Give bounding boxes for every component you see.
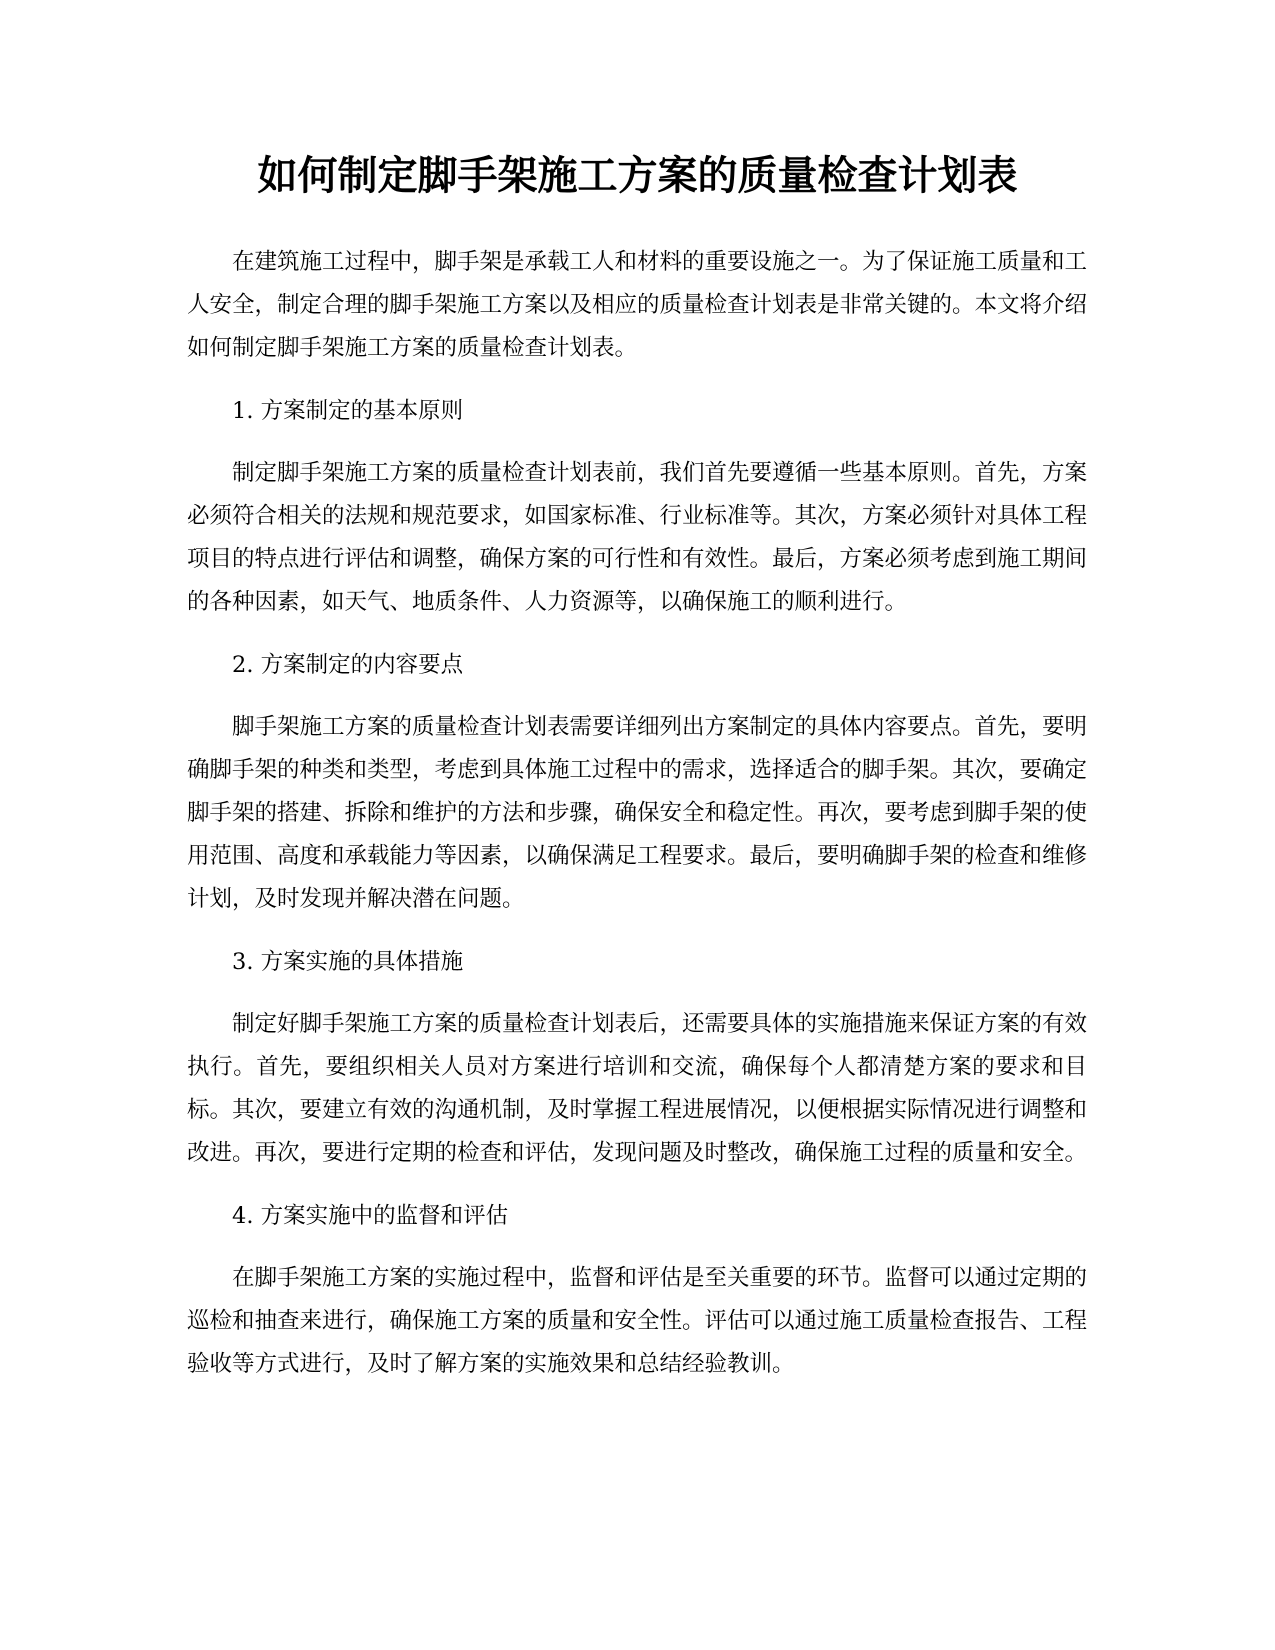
section-body-2: 脚手架施工方案的质量检查计划表需要详细列出方案制定的具体内容要点。首先，要明确脚手架的种类和类型，考虑到具体施工过程中的需求，选择适合的脚手架。其次，要确定脚手架的搭建、拆除和维护的方法和步骤，确保安全和稳定性。再次，要考虑到脚手架的使用范围、高度和承载能力等因素，以确保满足工程要求。最后，要明确脚手架的检查和维修计划，及时发现并解决潜在问题。 (187, 714, 1088, 912)
section-heading-2: 2. 方案制定的内容要点 (232, 652, 464, 678)
section-heading-4: 4. 方案实施中的监督和评估 (232, 1203, 509, 1229)
section-body-4: 在脚手架施工方案的实施过程中，监督和评估是至关重要的环节。监督可以通过定期的巡检和抽查来进行，确保施工方案的质量和安全性。评估可以通过施工质量检查报告、工程验收等方式进行，及时了解方案的实施效果和总结经验教训。 (187, 1265, 1088, 1377)
document-body (187, 241, 1087, 1406)
intro-paragraph: 在建筑施工过程中，脚手架是承载工人和材料的重要设施之一。为了保证施工质量和工人安全，制定合理的脚手架施工方案以及相应的质量检查计划表是非常关键的。本文将介绍如何制定脚手架施工方案的质量检查计划表。 (187, 249, 1088, 361)
section-heading-1: 1. 方案制定的基本原则 (232, 398, 464, 424)
document-title: 如何制定脚手架施工方案的质量检查计划表 (257, 153, 1018, 199)
section-body-3: 制定好脚手架施工方案的质量检查计划表后，还需要具体的实施措施来保证方案的有效执行。首先，要组织相关人员对方案进行培训和交流，确保每个人都清楚方案的要求和目标。其次，要建立有效的沟通机制，及时掌握工程进展情况，以便根据实际情况进行调整和改进。再次，要进行定期的检查和评估，发现问题及时整改，确保施工过程的质量和安全。 (187, 1011, 1088, 1166)
section-heading-3: 3. 方案实施的具体措施 (232, 949, 464, 975)
section-body-1: 制定脚手架施工方案的质量检查计划表前，我们首先要遵循一些基本原则。首先，方案必须符合相关的法规和规范要求，如国家标准、行业标准等。其次，方案必须针对具体工程项目的特点进行评估和调整，确保方案的可行性和有效性。最后，方案必须考虑到施工期间的各种因素，如天气、地质条件、人力资源等，以确保施工的顺利进行。 (187, 460, 1088, 615)
